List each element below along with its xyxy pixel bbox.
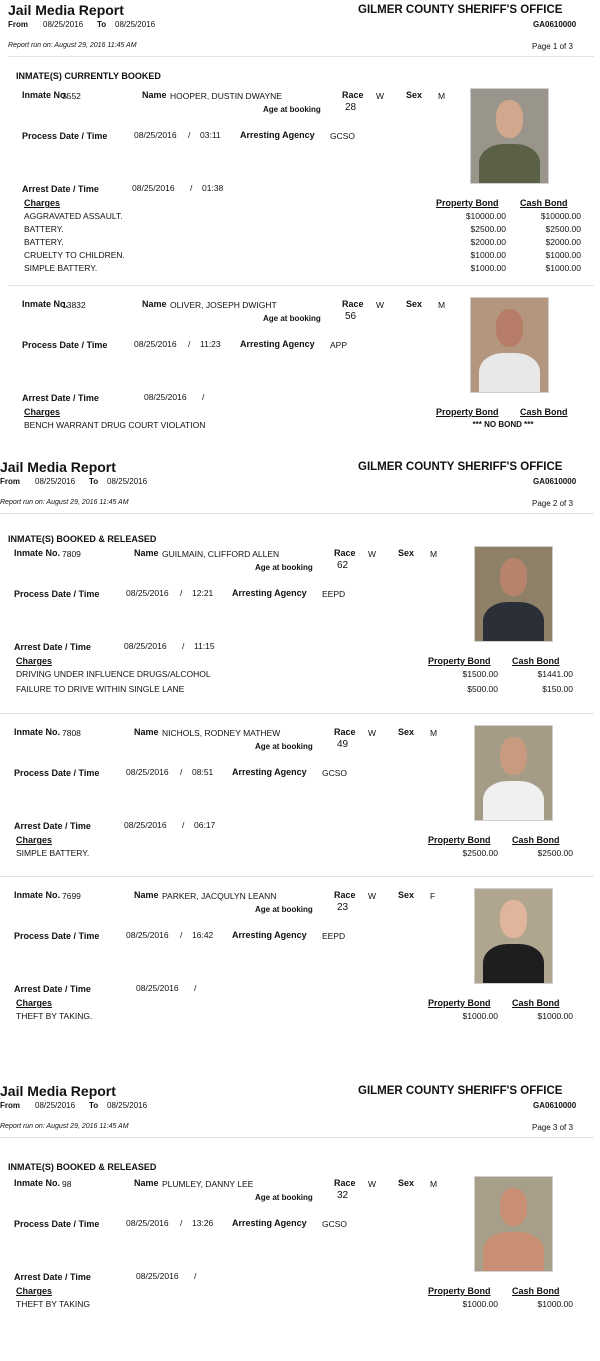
- arrest-date: 08/25/2016: [136, 1271, 179, 1281]
- from-date: 08/25/2016: [43, 20, 84, 29]
- arrest-label: Arrest Date / Time: [14, 821, 91, 831]
- process-date: 08/25/2016: [134, 130, 177, 140]
- mugshot-photo: [470, 88, 549, 184]
- process-label: Process Date / Time: [22, 131, 108, 141]
- page-number: Page 3 of 3: [532, 1123, 573, 1132]
- block-rule: [0, 876, 594, 877]
- inmate-no-label: Inmate No.: [14, 890, 61, 900]
- age-value: 49: [337, 739, 349, 750]
- arrest-date: 08/25/2016: [132, 183, 175, 193]
- mugshot-face: [496, 309, 524, 347]
- race-label: Race: [334, 727, 356, 737]
- sex-value: M: [438, 300, 446, 310]
- inmate-no-label: Inmate No.: [14, 1178, 61, 1188]
- age-label: Age at booking: [263, 314, 321, 323]
- charge-text: CRUELTY TO CHILDREN.: [24, 250, 125, 260]
- header-rule: [0, 1137, 594, 1138]
- inmate-no-value: 7809: [62, 549, 81, 559]
- charges-label: Charges: [16, 998, 53, 1008]
- charge-row: [0, 1011, 580, 1023]
- charge-row: [0, 669, 580, 681]
- arrest-label: Arrest Date / Time: [22, 184, 99, 194]
- agency-label: Arresting Agency: [232, 767, 307, 777]
- mugshot-face: [496, 100, 524, 138]
- age-value: 62: [337, 560, 349, 571]
- arrest-time: 06:17: [194, 820, 216, 830]
- charge-text: SIMPLE BATTERY.: [24, 263, 98, 273]
- from-label: From: [0, 477, 20, 486]
- race-label: Race: [342, 90, 364, 100]
- process-time: 08:51: [192, 767, 214, 777]
- charge-row: [8, 263, 580, 275]
- mugshot-photo: [474, 546, 553, 642]
- block-rule: [8, 285, 594, 286]
- race-value: W: [376, 300, 385, 310]
- cash-bond-label: Cash Bond: [512, 1286, 560, 1296]
- process-date: 08/25/2016: [126, 767, 169, 777]
- agency-label: Arresting Agency: [240, 130, 315, 140]
- to-label: To: [97, 20, 107, 29]
- mugshot-photo: [474, 1176, 553, 1272]
- process-slash: /: [180, 930, 183, 940]
- race-value: W: [376, 91, 385, 101]
- office-code: GA0610000: [533, 1101, 577, 1110]
- from-label: From: [8, 20, 28, 29]
- process-date: 08/25/2016: [126, 588, 169, 598]
- charge-row: [8, 250, 580, 262]
- process-time: 13:26: [192, 1218, 214, 1228]
- office-name: GILMER COUNTY SHERIFF'S OFFICE: [358, 1085, 563, 1097]
- property-bond-value: $1000.00: [462, 1299, 498, 1309]
- inmate-no-label: Inmate No.: [22, 299, 69, 309]
- agency-value: GCSO: [330, 131, 356, 141]
- arrest-slash: /: [202, 392, 205, 402]
- age-value: 56: [345, 311, 357, 322]
- cash-bond-value: $10000.00: [540, 211, 581, 221]
- arrest-label: Arrest Date / Time: [14, 984, 91, 994]
- process-label: Process Date / Time: [14, 931, 100, 941]
- agency-value: EEPD: [322, 931, 346, 941]
- cash-bond-value: $150.00: [542, 684, 573, 694]
- race-value: W: [368, 891, 377, 901]
- process-label: Process Date / Time: [22, 340, 108, 350]
- inmate-no-value: 3552: [62, 91, 81, 101]
- age-value: 23: [337, 902, 349, 913]
- page-number: Page 2 of 3: [532, 499, 573, 508]
- property-bond-label: Property Bond: [428, 1286, 491, 1296]
- process-label: Process Date / Time: [14, 1219, 100, 1229]
- sex-label: Sex: [398, 1178, 415, 1188]
- name-label: Name: [134, 890, 159, 900]
- office-name: GILMER COUNTY SHERIFF'S OFFICE: [358, 461, 563, 473]
- arrest-slash: /: [182, 641, 185, 651]
- charge-text: DRIVING UNDER INFLUENCE DRUGS/ALCOHOL: [16, 669, 211, 679]
- inmate-no-label: Inmate No.: [22, 90, 69, 100]
- charge-text: THEFT BY TAKING: [16, 1299, 90, 1309]
- agency-value: GCSO: [322, 1219, 348, 1229]
- agency-value: APP: [330, 340, 348, 350]
- from-date: 08/25/2016: [35, 1101, 76, 1110]
- process-date: 08/25/2016: [126, 930, 169, 940]
- charge-text: BATTERY.: [24, 224, 64, 234]
- age-label: Age at booking: [255, 563, 313, 572]
- process-slash: /: [180, 767, 183, 777]
- inmate-no-label: Inmate No.: [14, 548, 61, 558]
- property-bond-value: $1500.00: [462, 669, 498, 679]
- age-value: 28: [345, 102, 357, 113]
- mugshot-shirt: [483, 1232, 545, 1272]
- charge-row: [0, 1299, 580, 1311]
- cash-bond-label: Cash Bond: [512, 998, 560, 1008]
- sex-value: M: [430, 1179, 438, 1189]
- agency-label: Arresting Agency: [240, 339, 315, 349]
- process-time: 03:11: [200, 130, 221, 140]
- arrest-date: 08/25/2016: [136, 983, 179, 993]
- to-date: 08/25/2016: [107, 477, 148, 486]
- page-number: Page 1 of 3: [532, 42, 573, 51]
- process-slash: /: [188, 339, 191, 349]
- report-run: Report run on: August 29, 2016 11:45 AM: [0, 499, 129, 506]
- agency-label: Arresting Agency: [232, 930, 307, 940]
- cash-bond-value: $2500.00: [545, 224, 581, 234]
- section-title: INMATE(S) CURRENTLY BOOKED: [16, 71, 161, 81]
- race-label: Race: [334, 890, 356, 900]
- section-title: INMATE(S) BOOKED & RELEASED: [8, 534, 157, 544]
- property-bond-value: $10000.00: [465, 211, 506, 221]
- from-label: From: [0, 1101, 20, 1110]
- process-slash: /: [180, 1218, 183, 1228]
- mugshot-photo: [474, 888, 553, 984]
- report-title: Jail Media Report: [0, 1083, 116, 1099]
- inmate-no-value: 98: [62, 1179, 72, 1189]
- race-value: W: [368, 728, 377, 738]
- arrest-slash: /: [194, 983, 197, 993]
- property-bond-label: Property Bond: [436, 198, 499, 208]
- cash-bond-label: Cash Bond: [520, 198, 568, 208]
- process-label: Process Date / Time: [14, 589, 100, 599]
- charge-row: [8, 224, 580, 236]
- age-label: Age at booking: [255, 905, 313, 914]
- race-value: W: [368, 549, 377, 559]
- charge-row: [0, 684, 580, 696]
- name-label: Name: [142, 299, 167, 309]
- property-bond-value: $2000.00: [470, 237, 506, 247]
- charge-text: FAILURE TO DRIVE WITHIN SINGLE LANE: [16, 684, 185, 694]
- arrest-date: 08/25/2016: [144, 392, 187, 402]
- name-value: PLUMLEY, DANNY LEE: [162, 1179, 254, 1189]
- block-rule: [0, 713, 594, 714]
- process-time: 12:21: [192, 588, 214, 598]
- inmate-no-label: Inmate No.: [14, 727, 61, 737]
- property-bond-value: $1000.00: [470, 263, 506, 273]
- race-label: Race: [342, 299, 364, 309]
- sex-label: Sex: [398, 548, 415, 558]
- sex-value: M: [438, 91, 446, 101]
- name-value: NICHOLS, RODNEY MATHEW: [162, 728, 281, 738]
- office-code: GA0610000: [533, 20, 577, 29]
- name-label: Name: [142, 90, 167, 100]
- process-time: 16:42: [192, 930, 214, 940]
- sex-label: Sex: [398, 890, 415, 900]
- age-label: Age at booking: [255, 1193, 313, 1202]
- cash-bond-label: Cash Bond: [520, 407, 568, 417]
- header-rule: [0, 513, 594, 514]
- arrest-time: 11:15: [194, 641, 215, 651]
- office-name: GILMER COUNTY SHERIFF'S OFFICE: [358, 4, 563, 16]
- race-label: Race: [334, 548, 356, 558]
- arrest-slash: /: [182, 820, 185, 830]
- cash-bond-value: $1000.00: [537, 1011, 573, 1021]
- sex-value: M: [430, 549, 438, 559]
- charge-row: [8, 420, 580, 432]
- charge-text: SIMPLE BATTERY.: [16, 848, 90, 858]
- mugshot-shirt: [479, 353, 541, 393]
- to-label: To: [89, 1101, 99, 1110]
- name-value: HOOPER, DUSTIN DWAYNE: [170, 91, 282, 101]
- mugshot-face: [500, 900, 528, 938]
- charge-text: BENCH WARRANT DRUG COURT VIOLATION: [24, 420, 206, 430]
- property-bond-value: $2500.00: [462, 848, 498, 858]
- mugshot-face: [500, 558, 528, 596]
- property-bond-label: Property Bond: [428, 998, 491, 1008]
- mugshot-shirt: [479, 144, 541, 184]
- property-bond-label: Property Bond: [436, 407, 499, 417]
- arrest-date: 08/25/2016: [124, 820, 167, 830]
- cash-bond-label: Cash Bond: [512, 656, 560, 666]
- race-label: Race: [334, 1178, 356, 1188]
- process-slash: /: [188, 130, 191, 140]
- agency-label: Arresting Agency: [232, 588, 307, 598]
- agency-value: GCSO: [322, 768, 348, 778]
- process-date: 08/25/2016: [126, 1218, 169, 1228]
- from-date: 08/25/2016: [35, 477, 76, 486]
- charge-row: [8, 211, 580, 223]
- arrest-label: Arrest Date / Time: [22, 393, 99, 403]
- cash-bond-value: $1000.00: [545, 263, 581, 273]
- cash-bond-value: $2000.00: [545, 237, 581, 247]
- property-bond-label: Property Bond: [428, 656, 491, 666]
- name-label: Name: [134, 1178, 159, 1188]
- to-date: 08/25/2016: [115, 20, 156, 29]
- cash-bond-label: Cash Bond: [512, 835, 560, 845]
- property-bond-value: $500.00: [467, 684, 498, 694]
- sex-label: Sex: [406, 90, 423, 100]
- charge-row: [0, 848, 580, 860]
- cash-bond-value: $2500.00: [537, 848, 573, 858]
- sex-value: F: [430, 891, 436, 901]
- age-label: Age at booking: [255, 742, 313, 751]
- inmate-no-value: 7699: [62, 891, 81, 901]
- race-value: W: [368, 1179, 377, 1189]
- name-value: PARKER, JACQULYN LEANN: [162, 891, 277, 901]
- to-date: 08/25/2016: [107, 1101, 148, 1110]
- charge-text: THEFT BY TAKING.: [16, 1011, 93, 1021]
- mugshot-shirt: [483, 602, 545, 642]
- age-value: 32: [337, 1190, 349, 1201]
- arrest-slash: /: [194, 1271, 197, 1281]
- inmate-no-value: 13832: [62, 300, 86, 310]
- charges-label: Charges: [16, 656, 53, 666]
- name-value: GUILMAIN, CLIFFORD ALLEN: [162, 549, 280, 559]
- charge-text: AGGRAVATED ASSAULT.: [24, 211, 123, 221]
- property-bond-value: $1000.00: [462, 1011, 498, 1021]
- name-value: OLIVER, JOSEPH DWIGHT: [170, 300, 277, 310]
- report-title: Jail Media Report: [8, 2, 124, 18]
- agency-value: EEPD: [322, 589, 346, 599]
- section-title: INMATE(S) BOOKED & RELEASED: [8, 1162, 157, 1172]
- charges-label: Charges: [24, 198, 61, 208]
- mugshot-photo: [470, 297, 549, 393]
- report-run: Report run on: August 29, 2016 11:45 AM: [0, 1123, 129, 1130]
- process-date: 08/25/2016: [134, 339, 177, 349]
- mugshot-face: [500, 1188, 528, 1226]
- property-bond-value: $1000.00: [470, 250, 506, 260]
- property-bond-value: $2500.00: [470, 224, 506, 234]
- cash-bond-value: $1000.00: [545, 250, 581, 260]
- property-bond-value: *** NO BOND ***: [472, 420, 534, 429]
- property-bond-label: Property Bond: [428, 835, 491, 845]
- mugshot-photo: [474, 725, 553, 821]
- name-label: Name: [134, 727, 159, 737]
- process-time: 11:23: [200, 339, 221, 349]
- report-run: Report run on: August 29, 2016 11:45 AM: [8, 42, 137, 49]
- arrest-date: 08/25/2016: [124, 641, 167, 651]
- mugshot-face: [500, 737, 528, 775]
- arrest-label: Arrest Date / Time: [14, 1272, 91, 1282]
- header-rule: [8, 56, 594, 57]
- office-code: GA0610000: [533, 477, 577, 486]
- sex-label: Sex: [398, 727, 415, 737]
- arrest-time: 01:38: [202, 183, 224, 193]
- inmate-no-value: 7808: [62, 728, 81, 738]
- sex-value: M: [430, 728, 438, 738]
- arrest-label: Arrest Date / Time: [14, 642, 91, 652]
- charges-label: Charges: [24, 407, 61, 417]
- process-label: Process Date / Time: [14, 768, 100, 778]
- cash-bond-value: $1000.00: [537, 1299, 573, 1309]
- agency-label: Arresting Agency: [232, 1218, 307, 1228]
- sex-label: Sex: [406, 299, 423, 309]
- report-title: Jail Media Report: [0, 459, 116, 475]
- mugshot-shirt: [483, 944, 545, 984]
- charge-text: BATTERY.: [24, 237, 64, 247]
- charges-label: Charges: [16, 1286, 53, 1296]
- cash-bond-value: $1441.00: [537, 669, 573, 679]
- arrest-slash: /: [190, 183, 193, 193]
- mugshot-shirt: [483, 781, 545, 821]
- process-slash: /: [180, 588, 183, 598]
- age-label: Age at booking: [263, 105, 321, 114]
- name-label: Name: [134, 548, 159, 558]
- charge-row: [8, 237, 580, 249]
- charges-label: Charges: [16, 835, 53, 845]
- to-label: To: [89, 477, 99, 486]
